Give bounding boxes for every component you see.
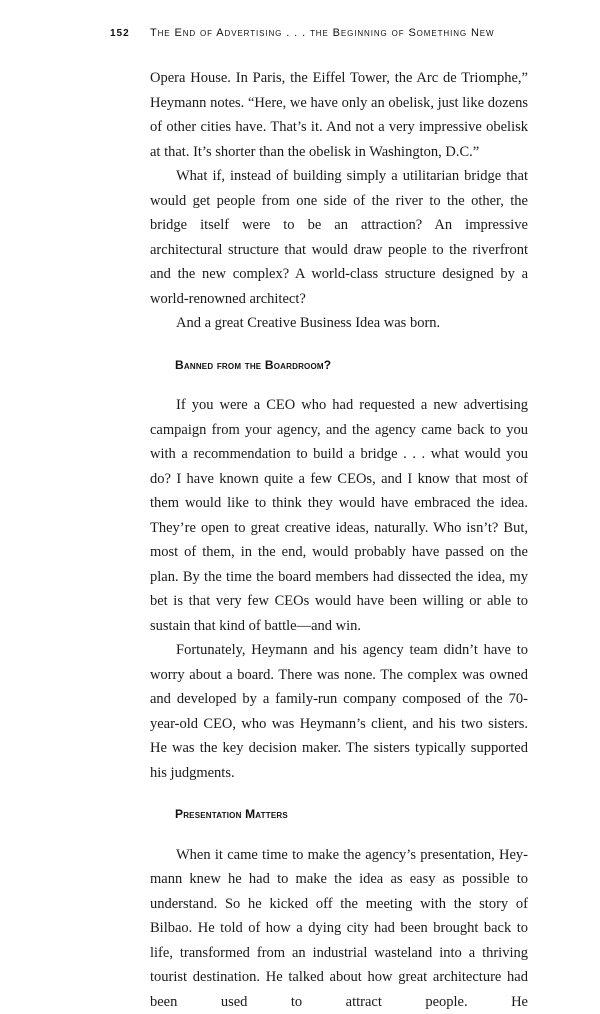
section-heading-banned: Banned from the Boardroom? (175, 353, 528, 378)
paragraph: What if, instead of building simply a utilitarian bridge that would get people from one side of the river to the other, the bridge itself were to be an attraction? An impressive architectural structure that would draw people to the riverfront and the new complex? A world-class structure designed by a world-renowned architect? (150, 164, 528, 311)
paragraph: If you were a CEO who had requested a new advertising campaign from your agency, and the agency came back to you with a recommendation to build a bridge . . . what would you do? I have known quite a few CEOs, and I know that most of them would like to think they would have embraced the idea. They’re open to great creative ideas, naturally. Who isn’t? But, most of them, in the end, would probably have passed on the plan. By the time the board members had dissected the idea, my bet is that very few CEOs would have been willing or able to sustain that kind of battle—and win. (150, 393, 528, 638)
page-number: 152 (110, 28, 150, 39)
paragraph: Fortunately, Heymann and his agency team didn’t have to worry about a board. There was none. The complex was owned and developed by a family-run company composed of the 70-year-old CEO, who was Heymann’s client, and his two sisters. He was the key decision maker. The sisters typically supported his judgments. (150, 638, 528, 785)
paragraph: When it came time to make the agency’s presentation, Heymann knew he had to make the idea as easy as possible to understand. So he kicked off the meeting with the story of Bilbao. He told of how a dying city had been brought back to life, transformed from an industrial wasteland into a thriving tourist destination. He talked about how great architecture had been used to attract people. He (150, 843, 528, 1014)
running-title: The End of Advertising . . . the Beginning of Something New (150, 27, 494, 39)
paragraph: And a great Creative Business Idea was born. (150, 311, 528, 336)
section-heading-presentation: Presentation Matters (175, 802, 528, 827)
paragraph: Opera House. In Paris, the Eiffel Tower, the Arc de Triomphe,” Heymann notes. “Here, we have only an obelisk, just like dozens of other cities have. That’s it. And not a very impressive obelisk at that. It’s shorter than the obelisk in Washington, D.C.” (150, 66, 528, 164)
running-header (110, 27, 530, 39)
body-text (150, 66, 528, 1014)
